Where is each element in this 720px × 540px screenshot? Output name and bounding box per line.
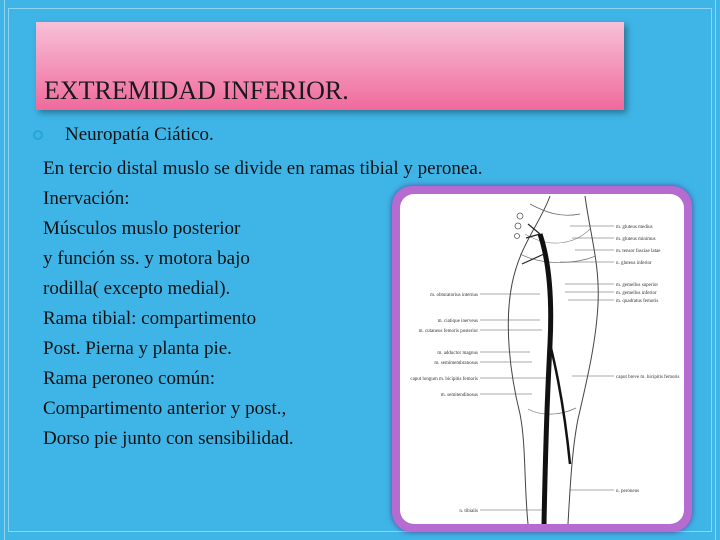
bullet-item xyxy=(43,124,603,154)
slide-title: EXTREMIDAD INFERIOR. xyxy=(44,76,349,105)
body-line: Dorso pie junto con sensibilidad. xyxy=(43,428,294,449)
figure-label: n. gluteus inferior xyxy=(616,261,652,266)
figure-label: caput longum m. bicipitis femoris xyxy=(410,377,478,382)
body-line: Inervación: xyxy=(43,188,130,209)
body-line: Rama tibial: compartimento xyxy=(43,308,257,329)
body-line: y función ss. y motora bajo xyxy=(43,248,250,269)
body-line: rodilla( excepto medial). xyxy=(43,278,231,299)
figure-label: m. semimembranosus xyxy=(434,361,478,366)
figure-label: m. obturatorius internus xyxy=(430,293,478,298)
body-line: En tercio distal muslo se divide en ramas tibial y peronea. xyxy=(43,158,483,179)
title-banner xyxy=(36,22,624,110)
figure-label: m. tensor fasciae latae xyxy=(616,249,661,254)
anatomy-figure xyxy=(400,194,684,524)
figure-frame xyxy=(392,186,692,532)
figure-label: m. gluteus medius xyxy=(616,225,653,230)
left-border-line xyxy=(4,0,5,540)
body-line: Músculos muslo posterior xyxy=(43,218,241,239)
body-line: Post. Pierna y planta pie. xyxy=(43,338,232,359)
figure-label: m. semitendinosus xyxy=(440,393,478,398)
body-line: Compartimento anterior y post., xyxy=(43,398,287,419)
figure-label: m. gemellus superior xyxy=(616,283,659,288)
bullet-text: Neuropatía Ciático. xyxy=(65,124,214,145)
figure-label: m. ciatique inerveus xyxy=(437,319,478,324)
figure-label: m. adductor magnus xyxy=(437,351,478,356)
figure-label: m. quadratus femoris xyxy=(616,299,659,304)
ring-bullet-icon xyxy=(33,130,43,140)
figure-label: n. peroneus xyxy=(616,489,640,494)
body-line: Rama peroneo común: xyxy=(43,368,216,389)
figure-label: m. gluteus minimus xyxy=(616,237,656,242)
sciatic-nerve-illustration xyxy=(400,194,684,524)
figure-label: caput breve m. bicipitis femoris xyxy=(616,375,680,380)
figure-label: m. cutaneus femoris posterior xyxy=(418,329,478,334)
figure-label: n. tibialis xyxy=(459,509,478,514)
right-border-line xyxy=(715,0,716,540)
figure-label: m. gemellus inferior xyxy=(616,291,657,296)
